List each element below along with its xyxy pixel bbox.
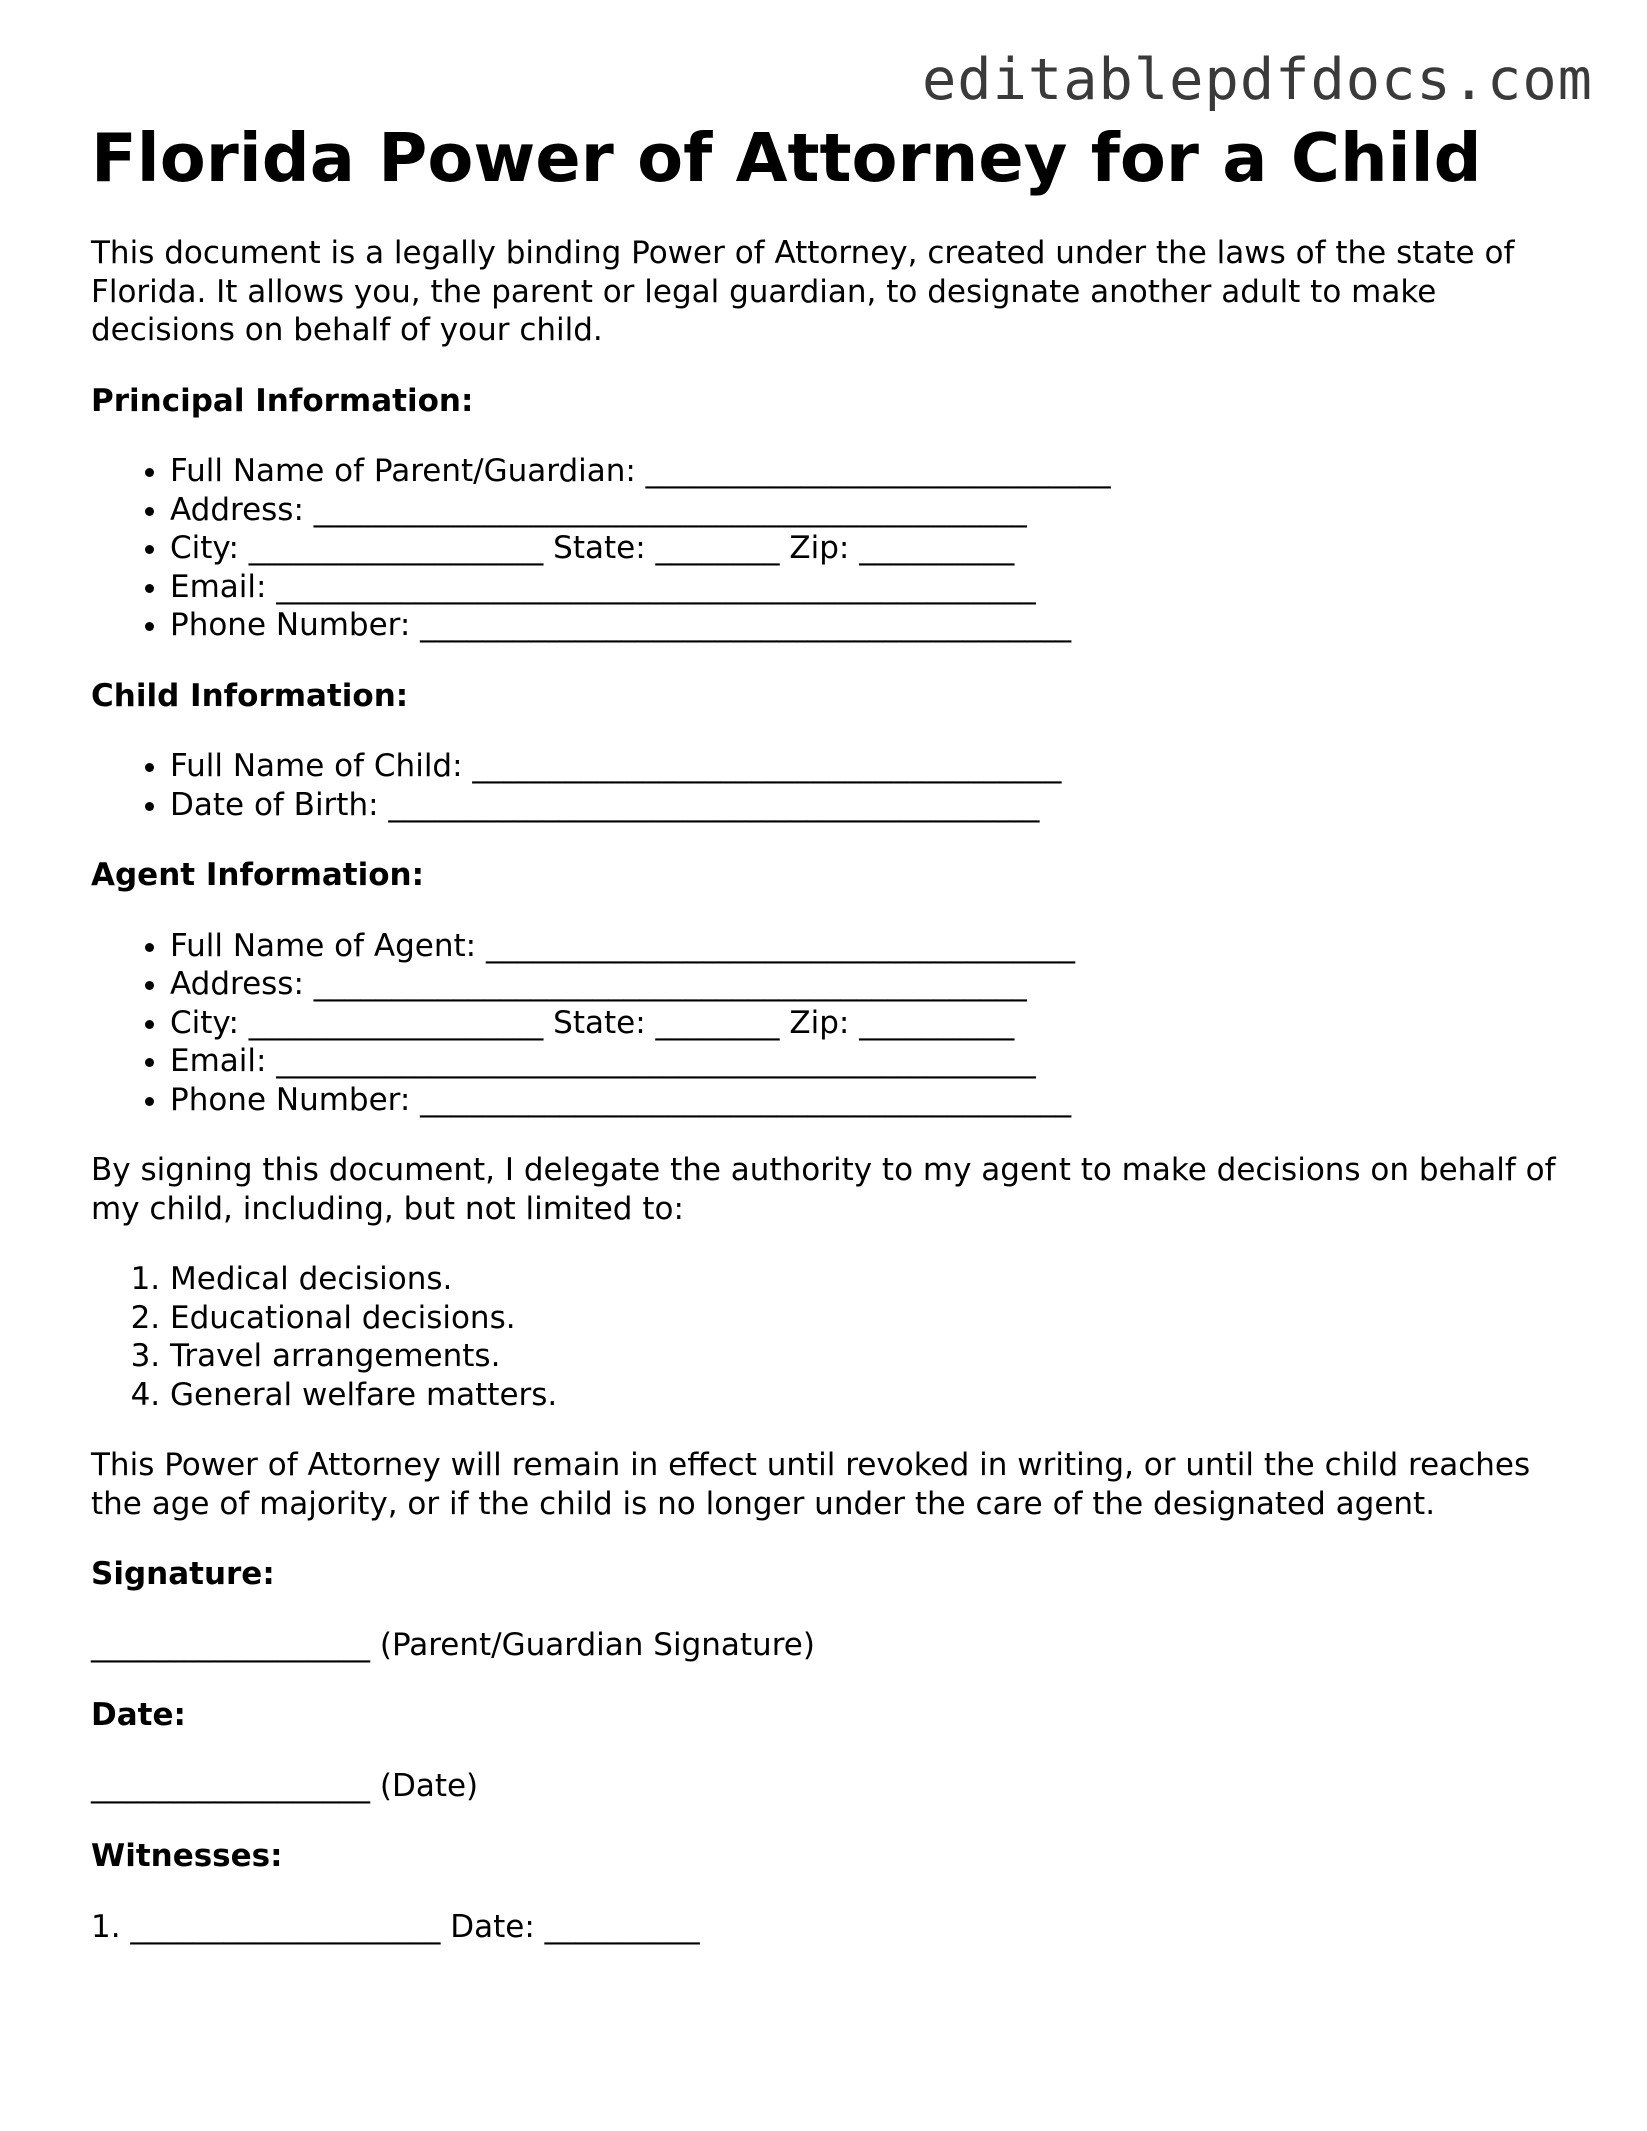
principal-email-field: • Email: _________________________________________________ bbox=[170, 568, 1561, 607]
principal-list bbox=[91, 452, 1561, 645]
date-line: __________________ (Date) bbox=[91, 1767, 479, 1804]
principal-address-field: • Address: ______________________________________________ bbox=[170, 491, 1561, 530]
agent-email-field: • Email: _________________________________________________ bbox=[170, 1042, 1561, 1081]
agent-name-field: • Full Name of Agent: ______________________________________ bbox=[170, 927, 1561, 966]
principal-heading: Principal Information: bbox=[91, 382, 474, 419]
intro-paragraph: This document is a legally binding Power of Attorney, created under the laws of the state of Florida. It allows you, the parent or legal guardian, to designate another adult to make decisions on behalf of your child. bbox=[91, 235, 1515, 348]
watermark-text: editablepdfdocs.com bbox=[921, 47, 1593, 113]
date-heading: Date: bbox=[91, 1697, 186, 1733]
authority-item: 3. Travel arrangements. bbox=[170, 1337, 1561, 1376]
principal-city-state-zip-field: • City: ___________________ State: ________ Zip: __________ bbox=[170, 529, 1561, 568]
document-title: Florida Power of Attorney for a Child bbox=[91, 119, 1482, 197]
authority-item: 4. General welfare matters. bbox=[170, 1376, 1561, 1415]
witness-line: 1. ____________________ Date: __________ bbox=[91, 1908, 700, 1945]
agent-phone-field: • Phone Number: __________________________________________ bbox=[170, 1081, 1561, 1120]
authority-item: 1. Medical decisions. bbox=[170, 1260, 1561, 1299]
document-body bbox=[91, 118, 1561, 1946]
signature-heading: Signature: bbox=[91, 1556, 275, 1592]
effect-paragraph: This Power of Attorney will remain in effect until revoked in writing, or until the child reaches the age of majority, or if the child is no longer under the care of the designated agent. bbox=[91, 1447, 1531, 1522]
agent-list bbox=[91, 927, 1561, 1120]
delegation-paragraph: By signing this document, I delegate the authority to my agent to make decisions on behalf of my child, including, but not limited to: bbox=[91, 1152, 1556, 1227]
principal-name-field: • Full Name of Parent/Guardian: ______________________________ bbox=[170, 452, 1561, 491]
authority-item: 2. Educational decisions. bbox=[170, 1299, 1561, 1338]
child-name-field: • Full Name of Child: ______________________________________ bbox=[170, 747, 1561, 786]
principal-phone-field: • Phone Number: __________________________________________ bbox=[170, 606, 1561, 645]
agent-city-state-zip-field: • City: ___________________ State: ________ Zip: __________ bbox=[170, 1004, 1561, 1043]
child-heading: Child Information: bbox=[91, 677, 409, 714]
child-list bbox=[91, 747, 1561, 824]
signature-line: __________________ (Parent/Guardian Signature) bbox=[91, 1626, 815, 1663]
child-dob-field: • Date of Birth: __________________________________________ bbox=[170, 786, 1561, 825]
agent-address-field: • Address: ______________________________________________ bbox=[170, 965, 1561, 1004]
agent-heading: Agent Information: bbox=[91, 857, 424, 893]
witnesses-heading: Witnesses: bbox=[91, 1838, 283, 1874]
authorities-list bbox=[91, 1260, 1561, 1414]
